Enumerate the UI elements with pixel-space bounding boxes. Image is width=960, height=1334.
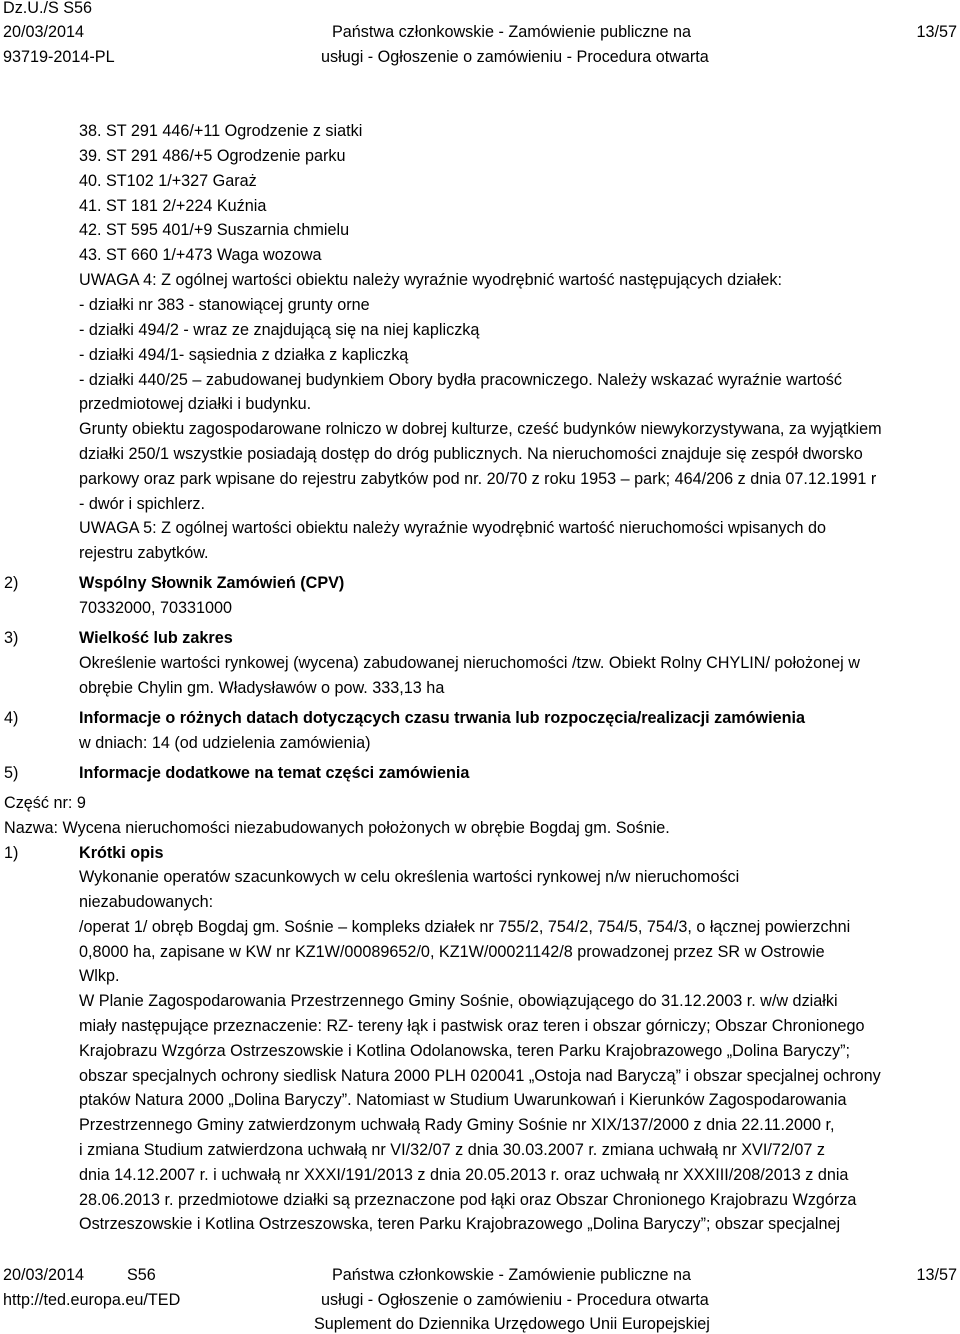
ted-link[interactable]: http://ted.europa.eu/TED — [3, 1291, 181, 1309]
text-line: 3) — [4, 629, 19, 647]
text-line: 5) — [4, 764, 19, 782]
text-line: niezabudowanych: — [79, 893, 214, 911]
document-id: 93719-2014-PL — [3, 48, 115, 66]
footer-title-line2: usługi - Ogłoszenie o zamówieniu - Procedura otwarta — [321, 1291, 709, 1309]
text-line: 38. ST 291 446/+11 Ogrodzenie z siatki — [79, 122, 363, 140]
text-line: w dniach: 14 (od udzielenia zamówienia) — [79, 734, 371, 752]
footer-page-number: 13/57 — [916, 1266, 957, 1284]
section-heading: Informacje dodatkowe na temat części zamówienia — [79, 764, 470, 782]
text-line: UWAGA 5: Z ogólnej wartości obiektu należy wyraźnie wyodrębnić wartość nieruchomości wpisanych do — [79, 519, 827, 537]
text-line: UWAGA 4: Z ogólnej wartości obiektu należy wyraźnie wyodrębnić wartość następujących działek: — [79, 271, 782, 289]
text-line: - działki 494/1- sąsiednia z działka z kapliczką — [79, 346, 409, 364]
footer-date: 20/03/2014 — [3, 1266, 85, 1284]
text-line: rejestru zabytków. — [79, 544, 209, 562]
text-line: 43. ST 660 1/+473 Waga wozowa — [79, 246, 322, 264]
text-line: parkowy oraz park wpisane do rejestru zabytków pod nr. 20/70 z roku 1953 – park; 464/206 z dnia 07.12.1991 r — [79, 470, 877, 488]
text-line: ptaków Natura 2000 „Dolina Baryczy”. Natomiast w Studium Uwarunkowań i Kierunków Zagospodarowania — [79, 1091, 847, 1109]
text-line: 1) — [4, 844, 19, 862]
header-date: 20/03/2014 — [3, 23, 85, 41]
text-line: 40. ST102 1/+327 Garaż — [79, 172, 257, 190]
text-line: 39. ST 291 486/+5 Ogrodzenie parku — [79, 147, 346, 165]
text-line: działki 250/1 wszystkie posiadają dostęp do dróg publicznych. Na nieruchomości znajduje się zespół dworsko — [79, 445, 863, 463]
text-line: Część nr: 9 — [4, 794, 86, 812]
text-line: - działki nr 383 - stanowiącej grunty orne — [79, 296, 370, 314]
text-line: przedmiotowej działki i budynku. — [79, 395, 312, 413]
text-line: 2) — [4, 574, 19, 592]
text-line: - działki 440/25 – zabudowanej budynkiem Obory bydła pracowniczego. Należy wskazać wyraźnie wartość — [79, 371, 842, 389]
text-line: 41. ST 181 2/+224 Kuźnia — [79, 197, 267, 215]
text-line: 0,8000 ha, zapisane w KW nr KZ1W/00089652/0, KZ1W/00021142/8 prowadzonej przez SR w Ostrowie — [79, 943, 825, 961]
text-line: Krajobrazu Wzgórza Ostrzeszowskie i Kotlina Odolanowska, teren Parku Krajobrazowego „Dolina Baryczy”; — [79, 1042, 851, 1060]
header-title-line2: usługi - Ogłoszenie o zamówieniu - Procedura otwarta — [321, 48, 709, 66]
footer-title-line1: Państwa członkowskie - Zamówienie publiczne na — [332, 1266, 691, 1284]
text-line: Wlkp. — [79, 967, 120, 985]
section-heading: Wielkość lub zakres — [79, 629, 233, 647]
text-line: 42. ST 595 401/+9 Suszarnia chmielu — [79, 221, 350, 239]
text-line: Ostrzeszowskie i Kotlina Ostrzeszowska, teren Parku Krajobrazowego „Dolina Baryczy”; obszar specjalnej — [79, 1215, 841, 1233]
section-heading: Wspólny Słownik Zamówień (CPV) — [79, 574, 345, 592]
header-title-line1: Państwa członkowskie - Zamówienie publiczne na — [332, 23, 691, 41]
text-line: obszar specjalnych ochrony siedlisk Natura 2000 PLH 020041 „Ostoja nad Baryczą” i obszar specjalnej ochrony — [79, 1067, 881, 1085]
section-heading: Informacje o różnych datach dotyczących czasu trwania lub rozpoczęcia/realizacji zamówienia — [79, 709, 805, 727]
text-line: - dwór i spichlerz. — [79, 495, 205, 513]
journal-ref: Dz.U./S S56 — [3, 0, 93, 17]
text-line: - działki 494/2 - wraz ze znajdującą się na niej kapliczką — [79, 321, 480, 339]
text-line: 70332000, 70331000 — [79, 599, 233, 617]
text-line: i zmiana Studium zatwierdzona uchwałą nr VI/32/07 z dnia 30.03.2007 r. zmiana uchwałą nr XVI/72/07 z — [79, 1141, 825, 1159]
text-line: Określenie wartości rynkowej (wycena) zabudowanej nieruchomości /tzw. Obiekt Rolny CHYLIN/ położonej w — [79, 654, 860, 672]
text-line: Przestrzennego Gminy zatwierdzonym uchwałą Rady Gminy Sośnie nr XIX/137/2000 z dnia 22.11.2000 r, — [79, 1116, 835, 1134]
text-line: W Planie Zagospodarowania Przestrzennego Gminy Sośnie, obowiązującego do 31.12.2003 r. w/w działki — [79, 992, 838, 1010]
text-line: obrębie Chylin gm. Władysławów o pow. 333,13 ha — [79, 679, 445, 697]
text-line: Grunty obiektu zagospodarowane rolniczo w dobrej kulturze, cześć budynków niewykorzystywana, za wyjątkiem — [79, 420, 882, 438]
footer-series: S56 — [127, 1266, 156, 1284]
footer-supplement: Suplement do Dziennika Urzędowego Unii Europejskiej — [314, 1315, 710, 1333]
text-line: Wykonanie operatów szacunkowych w celu określenia wartości rynkowej n/w nieruchomości — [79, 868, 740, 886]
text-line: miały następujące przeznaczenie: RZ- tereny łąk i pastwisk oraz teren i obszar górniczy; Obszar Chronionego — [79, 1017, 865, 1035]
text-line: 28.06.2013 r. przedmiotowe działki są przeznaczone pod łąki oraz Obszar Chronionego Krajobrazu Wzgórza — [79, 1191, 857, 1209]
text-line: dnia 14.12.2007 r. i uchwałą nr XXXI/191/2013 z dnia 20.05.2013 r. oraz uchwałą nr XXXIII/208/2013 z dnia — [79, 1166, 849, 1184]
text-line: 4) — [4, 709, 19, 727]
section-heading: Krótki opis — [79, 844, 164, 862]
text-line: /operat 1/ obręb Bogdaj gm. Sośnie – kompleks działek nr 755/2, 754/2, 754/5, 754/3, o łącznej powierzchni — [79, 918, 851, 936]
text-line: Nazwa: Wycena nieruchomości niezabudowanych położonych w obrębie Bogdaj gm. Sośnie. — [4, 819, 670, 837]
header-page-number: 13/57 — [916, 23, 957, 41]
